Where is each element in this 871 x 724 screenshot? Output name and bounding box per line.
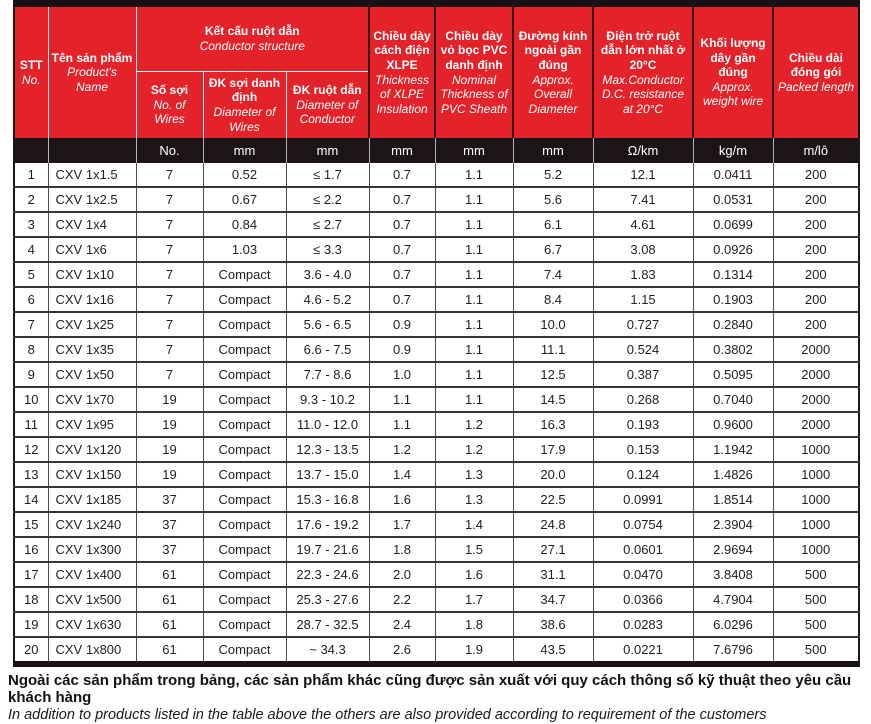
cell-dc-resistance: 0.0601 — [593, 537, 693, 562]
cell-conductor-diameter: 12.3 - 13.5 — [286, 437, 369, 462]
header-dc-resistance-vi: Điện trở ruột dẫn lớn nhất ở 20°C — [600, 28, 686, 72]
cell-product-name: CXV 1x1.5 — [48, 163, 136, 187]
cell-conductor-diameter: ≤ 3.3 — [286, 237, 369, 262]
cell-overall-diameter: 20.0 — [513, 462, 593, 487]
header-conductor-structure-en: Conductor structure — [199, 39, 305, 53]
cell-dc-resistance: 0.193 — [593, 412, 693, 437]
cell-product-name: CXV 1x4 — [48, 212, 136, 237]
cell-product-name: CXV 1x240 — [48, 512, 136, 537]
header-packed-length-vi: Chiều dài đóng gói — [789, 50, 844, 80]
header-weight-vi: Khối lượng dây gần đúng — [700, 35, 766, 80]
cell-xlpe-thickness: 1.2 — [369, 437, 435, 462]
product-spec-table — [13, 0, 860, 667]
cell-num-wires: 19 — [136, 412, 203, 437]
cell-dc-resistance: 4.61 — [593, 212, 693, 237]
cell-pvc-thickness: 1.6 — [435, 562, 513, 587]
cell-wire-diameter: 0.67 — [203, 187, 286, 212]
table-row — [14, 262, 859, 287]
cell-num-wires: 7 — [136, 212, 203, 237]
cell-xlpe-thickness: 0.7 — [369, 237, 435, 262]
cell-wire-diameter: Compact — [203, 412, 286, 437]
cell-wire-diameter: Compact — [203, 287, 286, 312]
cell-wire-diameter: Compact — [203, 462, 286, 487]
cell-conductor-diameter: 7.7 - 8.6 — [286, 362, 369, 387]
cell-overall-diameter: 43.5 — [513, 637, 593, 664]
cell-num-wires: 61 — [136, 587, 203, 612]
cell-num-wires: 7 — [136, 362, 203, 387]
unit-overall-diameter: mm — [513, 138, 593, 163]
cell-pvc-thickness: 1.1 — [435, 312, 513, 337]
cell-num-wires: 7 — [136, 312, 203, 337]
unit-dc-resistance: Ω/km — [593, 138, 693, 163]
table-row — [14, 612, 859, 637]
cell-xlpe-thickness: 1.1 — [369, 387, 435, 412]
header-product-name-vi: Tên sản phẩm — [51, 50, 133, 65]
table-row — [14, 362, 859, 387]
cell-packed-length: 500 — [773, 637, 859, 664]
table-row — [14, 387, 859, 412]
unit-pvc-thickness: mm — [435, 138, 513, 163]
cell-xlpe-thickness: 1.8 — [369, 537, 435, 562]
cell-dc-resistance: 0.0754 — [593, 512, 693, 537]
cell-packed-length: 1000 — [773, 462, 859, 487]
cell-weight: 1.1942 — [693, 437, 773, 462]
cell-product-name: CXV 1x150 — [48, 462, 136, 487]
cell-packed-length: 200 — [773, 287, 859, 312]
cell-xlpe-thickness: 1.4 — [369, 462, 435, 487]
cell-num-wires: 37 — [136, 537, 203, 562]
cell-xlpe-thickness: 0.7 — [369, 262, 435, 287]
cell-packed-length: 500 — [773, 612, 859, 637]
cell-weight: 1.4826 — [693, 462, 773, 487]
unit-packed-length: m/lô — [773, 138, 859, 163]
cell-wire-diameter: Compact — [203, 537, 286, 562]
table-row — [14, 412, 859, 437]
footer-note-vi: Ngoài các sản phẩm trong bảng, các sản phẩm khác cũng được sản xuất với quy cách thông số kỹ thuật theo yêu cầu khách hàng — [8, 672, 852, 707]
cell-pvc-thickness: 1.3 — [435, 487, 513, 512]
cell-product-name: CXV 1x35 — [48, 337, 136, 362]
cell-overall-diameter: 6.1 — [513, 212, 593, 237]
cell-overall-diameter: 16.3 — [513, 412, 593, 437]
cell-num-wires: 7 — [136, 337, 203, 362]
cell-overall-diameter: 17.9 — [513, 437, 593, 462]
cell-pvc-thickness: 1.4 — [435, 512, 513, 537]
cell-dc-resistance: 0.268 — [593, 387, 693, 412]
cell-pvc-thickness: 1.2 — [435, 412, 513, 437]
header-wire-diameter — [203, 72, 286, 139]
cell-dc-resistance: 0.0366 — [593, 587, 693, 612]
header-conductor-structure-vi: Kết cấu ruột dẫn — [204, 24, 300, 39]
cell-num-wires: 61 — [136, 612, 203, 637]
cell-packed-length: 200 — [773, 312, 859, 337]
cell-conductor-diameter: 22.3 - 24.6 — [286, 562, 369, 587]
cell-conductor-diameter: 15.3 - 16.8 — [286, 487, 369, 512]
footer-note — [8, 672, 871, 724]
header-num-wires-en: No. of Wires — [153, 97, 186, 127]
cell-overall-diameter: 12.5 — [513, 362, 593, 387]
header-weight-en: Approx. weight wire — [703, 79, 764, 109]
cell-stt: 1 — [14, 163, 48, 187]
cell-packed-length: 200 — [773, 262, 859, 287]
cell-stt: 19 — [14, 612, 48, 637]
cell-packed-length: 1000 — [773, 537, 859, 562]
cell-packed-length: 200 — [773, 163, 859, 187]
cell-dc-resistance: 0.124 — [593, 462, 693, 487]
cell-conductor-diameter: 19.7 - 21.6 — [286, 537, 369, 562]
cell-num-wires: 61 — [136, 637, 203, 664]
cell-xlpe-thickness: 0.9 — [369, 337, 435, 362]
cell-xlpe-thickness: 0.7 — [369, 212, 435, 237]
cell-num-wires: 37 — [136, 487, 203, 512]
cell-xlpe-thickness: 1.7 — [369, 512, 435, 537]
cell-overall-diameter: 31.1 — [513, 562, 593, 587]
cell-xlpe-thickness: 1.0 — [369, 362, 435, 387]
cell-stt: 9 — [14, 362, 48, 387]
spec-table-body — [14, 163, 859, 664]
cell-overall-diameter: 6.7 — [513, 237, 593, 262]
cell-conductor-diameter: ≤ 1.7 — [286, 163, 369, 187]
cell-packed-length: 1000 — [773, 437, 859, 462]
cell-dc-resistance: 0.727 — [593, 312, 693, 337]
cell-pvc-thickness: 1.1 — [435, 163, 513, 187]
cell-weight: 0.0699 — [693, 212, 773, 237]
cell-stt: 10 — [14, 387, 48, 412]
table-row — [14, 487, 859, 512]
cell-conductor-diameter: 17.6 - 19.2 — [286, 512, 369, 537]
header-pvc-thickness-en: Nominal Thickness of PVC Sheath — [440, 72, 508, 116]
cell-stt: 15 — [14, 512, 48, 537]
cell-wire-diameter: Compact — [203, 437, 286, 462]
cell-xlpe-thickness: 0.7 — [369, 187, 435, 212]
cell-dc-resistance: 0.0283 — [593, 612, 693, 637]
cell-num-wires: 61 — [136, 562, 203, 587]
header-overall-diameter-en: Approx. Overall Diameter — [528, 72, 578, 116]
cell-xlpe-thickness: 0.7 — [369, 163, 435, 187]
cell-overall-diameter: 11.1 — [513, 337, 593, 362]
cell-wire-diameter: Compact — [203, 612, 286, 637]
cell-pvc-thickness: 1.1 — [435, 287, 513, 312]
cell-weight: 0.2840 — [693, 312, 773, 337]
cell-pvc-thickness: 1.3 — [435, 462, 513, 487]
header-stt — [14, 4, 48, 139]
table-row — [14, 587, 859, 612]
unit-product-name — [48, 138, 136, 163]
cell-weight: 0.7040 — [693, 387, 773, 412]
cell-overall-diameter: 5.2 — [513, 163, 593, 187]
cell-overall-diameter: 7.4 — [513, 262, 593, 287]
cell-dc-resistance: 1.15 — [593, 287, 693, 312]
unit-xlpe-thickness: mm — [369, 138, 435, 163]
cell-pvc-thickness: 1.1 — [435, 212, 513, 237]
cell-overall-diameter: 34.7 — [513, 587, 593, 612]
cell-dc-resistance: 0.153 — [593, 437, 693, 462]
cell-num-wires: 19 — [136, 437, 203, 462]
header-wire-diameter-vi: ĐK sợi danh định — [208, 75, 281, 105]
cell-weight: 4.7904 — [693, 587, 773, 612]
cell-stt: 14 — [14, 487, 48, 512]
cell-conductor-diameter: 28.7 - 32.5 — [286, 612, 369, 637]
cell-overall-diameter: 14.5 — [513, 387, 593, 412]
cell-packed-length: 2000 — [773, 362, 859, 387]
cell-product-name: CXV 1x400 — [48, 562, 136, 587]
cell-weight: 0.5095 — [693, 362, 773, 387]
cell-dc-resistance: 12.1 — [593, 163, 693, 187]
cell-wire-diameter: Compact — [203, 512, 286, 537]
cell-product-name: CXV 1x50 — [48, 362, 136, 387]
cell-stt: 7 — [14, 312, 48, 337]
cell-stt: 8 — [14, 337, 48, 362]
header-stt-vi: STT — [19, 57, 43, 72]
footer-note-en: In addition to products listed in the table above the others are also provided according to requirement of the customers — [8, 706, 767, 723]
header-wire-diameter-en: Diameter of Wires — [213, 105, 276, 134]
header-product-name — [48, 4, 136, 139]
cell-pvc-thickness: 1.1 — [435, 362, 513, 387]
cell-xlpe-thickness: 1.6 — [369, 487, 435, 512]
cell-overall-diameter: 38.6 — [513, 612, 593, 637]
cell-overall-diameter: 10.0 — [513, 312, 593, 337]
cell-num-wires: 37 — [136, 512, 203, 537]
header-overall-diameter-vi: Đường kính ngoài gần đúng — [518, 28, 588, 72]
cell-conductor-diameter: 11.0 - 12.0 — [286, 412, 369, 437]
header-overall-diameter — [513, 4, 593, 139]
cell-weight: 0.0926 — [693, 237, 773, 262]
cell-pvc-thickness: 1.1 — [435, 387, 513, 412]
header-num-wires — [136, 72, 203, 139]
header-pvc-thickness-vi: Chiều dày vỏ bọc PVC danh định — [440, 28, 508, 72]
cell-stt: 17 — [14, 562, 48, 587]
cell-pvc-thickness: 1.9 — [435, 637, 513, 664]
cell-wire-diameter: Compact — [203, 637, 286, 664]
cell-product-name: CXV 1x630 — [48, 612, 136, 637]
cell-weight: 7.6796 — [693, 637, 773, 664]
cell-num-wires: 7 — [136, 237, 203, 262]
cell-weight: 2.3904 — [693, 512, 773, 537]
cell-stt: 12 — [14, 437, 48, 462]
cell-xlpe-thickness: 2.2 — [369, 587, 435, 612]
header-packed-length — [773, 4, 859, 139]
cell-wire-diameter: Compact — [203, 387, 286, 412]
cell-product-name: CXV 1x120 — [48, 437, 136, 462]
header-weight — [693, 4, 773, 139]
cell-conductor-diameter: 3.6 - 4.0 — [286, 262, 369, 287]
header-dc-resistance — [593, 4, 693, 139]
table-row — [14, 637, 859, 664]
cell-wire-diameter: Compact — [203, 487, 286, 512]
cell-packed-length: 1000 — [773, 512, 859, 537]
cell-xlpe-thickness: 1.1 — [369, 412, 435, 437]
cell-weight: 0.0531 — [693, 187, 773, 212]
header-pvc-thickness — [435, 4, 513, 139]
cell-product-name: CXV 1x500 — [48, 587, 136, 612]
cell-conductor-diameter: 6.6 - 7.5 — [286, 337, 369, 362]
cell-stt: 6 — [14, 287, 48, 312]
cell-product-name: CXV 1x2.5 — [48, 187, 136, 212]
cell-num-wires: 19 — [136, 387, 203, 412]
cell-xlpe-thickness: 2.0 — [369, 562, 435, 587]
cell-dc-resistance: 3.08 — [593, 237, 693, 262]
table-row — [14, 437, 859, 462]
cell-xlpe-thickness: 0.9 — [369, 312, 435, 337]
header-num-wires-vi: Số sợi — [150, 83, 189, 98]
cell-product-name: CXV 1x6 — [48, 237, 136, 262]
table-row — [14, 537, 859, 562]
cell-packed-length: 200 — [773, 237, 859, 262]
cell-packed-length: 2000 — [773, 337, 859, 362]
header-xlpe-thickness-vi: Chiều dày cách điện XLPE — [373, 28, 431, 72]
cell-conductor-diameter: 9.3 - 10.2 — [286, 387, 369, 412]
header-xlpe-thickness-en: Thickness of XLPE Insulation — [375, 72, 430, 116]
cell-weight: 0.1314 — [693, 262, 773, 287]
cell-packed-length: 200 — [773, 212, 859, 237]
cell-stt: 16 — [14, 537, 48, 562]
unit-weight: kg/m — [693, 138, 773, 163]
cell-wire-diameter: Compact — [203, 262, 286, 287]
cell-product-name: CXV 1x800 — [48, 637, 136, 664]
cell-wire-diameter: Compact — [203, 562, 286, 587]
cell-wire-diameter: Compact — [203, 312, 286, 337]
cell-weight: 3.8408 — [693, 562, 773, 587]
cell-conductor-diameter: 13.7 - 15.0 — [286, 462, 369, 487]
header-xlpe-thickness — [369, 4, 435, 139]
cell-conductor-diameter: 5.6 - 6.5 — [286, 312, 369, 337]
cell-packed-length: 1000 — [773, 487, 859, 512]
unit-num-wires: No. — [136, 138, 203, 163]
cell-xlpe-thickness: 2.4 — [369, 612, 435, 637]
cell-dc-resistance: 0.0470 — [593, 562, 693, 587]
cell-packed-length: 2000 — [773, 387, 859, 412]
unit-conductor-diameter: mm — [286, 138, 369, 163]
cell-dc-resistance: 7.41 — [593, 187, 693, 212]
cell-num-wires: 7 — [136, 262, 203, 287]
cell-conductor-diameter: ≤ 2.2 — [286, 187, 369, 212]
cell-product-name: CXV 1x185 — [48, 487, 136, 512]
cell-stt: 5 — [14, 262, 48, 287]
cell-stt: 4 — [14, 237, 48, 262]
table-row — [14, 287, 859, 312]
cell-num-wires: 19 — [136, 462, 203, 487]
cell-dc-resistance: 0.0991 — [593, 487, 693, 512]
cell-product-name: CXV 1x16 — [48, 287, 136, 312]
table-row — [14, 512, 859, 537]
cell-stt: 11 — [14, 412, 48, 437]
cell-product-name: CXV 1x300 — [48, 537, 136, 562]
cell-weight: 0.0411 — [693, 163, 773, 187]
cell-pvc-thickness: 1.1 — [435, 237, 513, 262]
cell-weight: 6.0296 — [693, 612, 773, 637]
units-row — [14, 138, 859, 163]
cell-stt: 13 — [14, 462, 48, 487]
cell-product-name: CXV 1x95 — [48, 412, 136, 437]
cell-pvc-thickness: 1.2 — [435, 437, 513, 462]
cell-pvc-thickness: 1.1 — [435, 337, 513, 362]
cell-overall-diameter: 5.6 — [513, 187, 593, 212]
cell-pvc-thickness: 1.1 — [435, 262, 513, 287]
header-product-name-en: Product's Name — [67, 65, 117, 94]
cell-num-wires: 7 — [136, 287, 203, 312]
header-stt-en: No. — [21, 72, 41, 87]
cell-wire-diameter: Compact — [203, 337, 286, 362]
cell-dc-resistance: 0.387 — [593, 362, 693, 387]
cell-product-name: CXV 1x70 — [48, 387, 136, 412]
table-row — [14, 337, 859, 362]
table-row — [14, 462, 859, 487]
cell-dc-resistance: 1.83 — [593, 262, 693, 287]
header-conductor-diameter-vi: ĐK ruột dẫn — [292, 83, 362, 98]
cell-conductor-diameter: ≤ 2.7 — [286, 212, 369, 237]
cell-wire-diameter: Compact — [203, 362, 286, 387]
header-packed-length-en: Packed length — [777, 79, 855, 94]
cell-weight: 0.9600 — [693, 412, 773, 437]
header-conductor-structure — [136, 4, 369, 72]
cell-overall-diameter: 27.1 — [513, 537, 593, 562]
cell-dc-resistance: 0.524 — [593, 337, 693, 362]
header-conductor-diameter — [286, 72, 369, 139]
cell-packed-length: 2000 — [773, 412, 859, 437]
cell-wire-diameter: 0.52 — [203, 163, 286, 187]
table-row — [14, 237, 859, 262]
table-row — [14, 163, 859, 187]
cell-overall-diameter: 22.5 — [513, 487, 593, 512]
cell-weight: 0.3802 — [693, 337, 773, 362]
cell-wire-diameter: 1.03 — [203, 237, 286, 262]
cell-weight: 2.9694 — [693, 537, 773, 562]
table-row — [14, 212, 859, 237]
table-row — [14, 312, 859, 337]
header-dc-resistance-en: Max.Conductor D.C. resistance at 20°C — [602, 72, 685, 116]
cell-wire-diameter: 0.84 — [203, 212, 286, 237]
cell-packed-length: 200 — [773, 187, 859, 212]
cell-weight: 0.1903 — [693, 287, 773, 312]
cell-overall-diameter: 8.4 — [513, 287, 593, 312]
cell-stt: 18 — [14, 587, 48, 612]
cell-product-name: CXV 1x25 — [48, 312, 136, 337]
cell-wire-diameter: Compact — [203, 587, 286, 612]
cell-packed-length: 500 — [773, 587, 859, 612]
cell-pvc-thickness: 1.1 — [435, 187, 513, 212]
header-conductor-diameter-en: Diameter of Conductor — [296, 97, 359, 127]
cell-conductor-diameter: 25.3 - 27.6 — [286, 587, 369, 612]
cell-num-wires: 7 — [136, 163, 203, 187]
unit-wire-diameter: mm — [203, 138, 286, 163]
cell-xlpe-thickness: 0.7 — [369, 287, 435, 312]
cell-stt: 3 — [14, 212, 48, 237]
unit-stt — [14, 138, 48, 163]
cell-dc-resistance: 0.0221 — [593, 637, 693, 664]
table-row — [14, 187, 859, 212]
cell-num-wires: 7 — [136, 187, 203, 212]
cell-pvc-thickness: 1.7 — [435, 587, 513, 612]
cell-xlpe-thickness: 2.6 — [369, 637, 435, 664]
cell-overall-diameter: 24.8 — [513, 512, 593, 537]
table-row — [14, 562, 859, 587]
cell-conductor-diameter: 4.6 - 5.2 — [286, 287, 369, 312]
cell-stt: 2 — [14, 187, 48, 212]
cell-packed-length: 500 — [773, 562, 859, 587]
cell-pvc-thickness: 1.8 — [435, 612, 513, 637]
cell-weight: 1.8514 — [693, 487, 773, 512]
cell-conductor-diameter: ~ 34.3 — [286, 637, 369, 664]
cell-stt: 20 — [14, 637, 48, 664]
cell-product-name: CXV 1x10 — [48, 262, 136, 287]
cell-pvc-thickness: 1.5 — [435, 537, 513, 562]
